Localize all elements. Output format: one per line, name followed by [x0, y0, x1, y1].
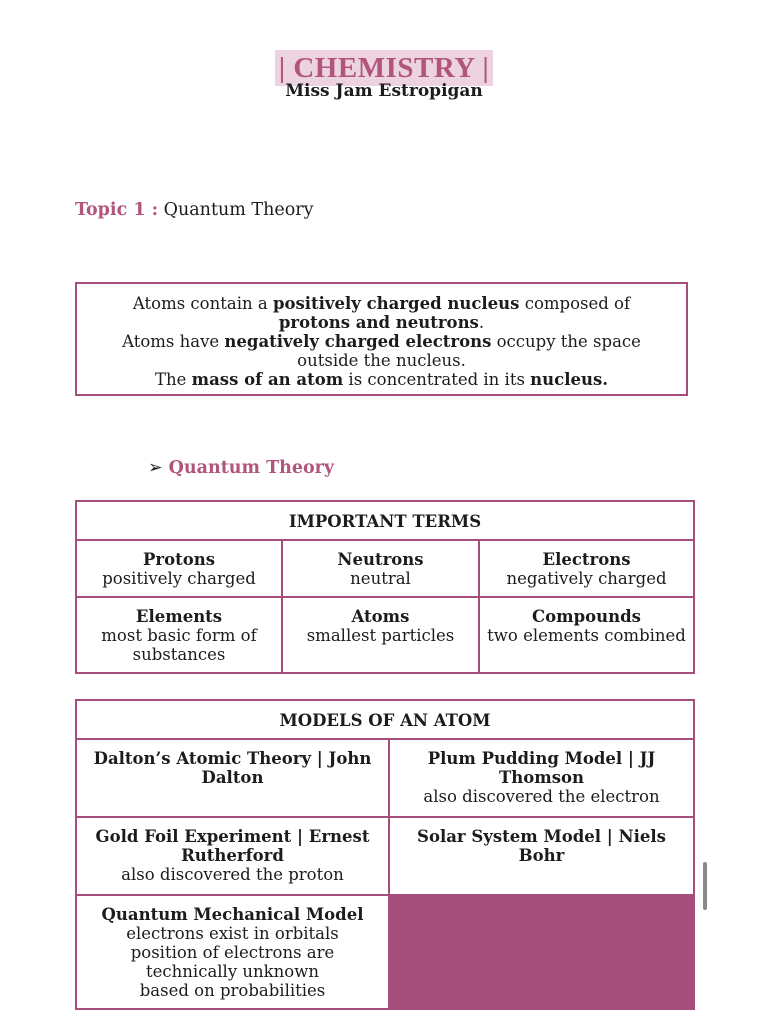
model-desc: based on probabilities	[139, 981, 326, 1000]
model-desc: also discovered the proton	[121, 865, 344, 884]
summary-line: The mass of an atom is concentrated in its nucleus.	[154, 370, 609, 389]
summary-box	[75, 282, 688, 396]
model-cell	[76, 739, 389, 817]
term-name: Protons	[142, 550, 216, 569]
arrow-bullet-icon: ➢	[148, 458, 163, 478]
term-cell	[76, 540, 282, 597]
term-name: Atoms	[351, 607, 410, 626]
author-name: Miss Jam Estropigan	[285, 81, 483, 101]
term-cell	[479, 540, 694, 597]
summary-line: Atoms have negatively charged electrons occupy the space	[122, 332, 641, 351]
term-desc: two elements combined	[487, 626, 686, 645]
term-cell	[282, 597, 479, 673]
term-name: Compounds	[532, 607, 641, 626]
document-header	[0, 50, 768, 100]
model-desc: electrons exist in orbitals	[126, 924, 339, 943]
term-desc: neutral	[350, 569, 411, 588]
important-terms-table	[75, 500, 695, 674]
models-of-atom-table	[75, 699, 695, 1010]
summary-line: protons and neutrons.	[278, 313, 485, 332]
model-title: Plum Pudding Model | JJ Thomson	[427, 749, 656, 787]
term-desc: most basic form of substances	[101, 626, 257, 664]
model-title: Gold Foil Experiment | Ernest Rutherford	[95, 827, 370, 865]
topic-name: Quantum Theory	[158, 200, 314, 220]
model-desc: position of electrons are technically unknown	[130, 943, 335, 981]
term-name: Neutrons	[337, 550, 424, 569]
topic-line	[75, 200, 314, 220]
section-label: Quantum Theory	[168, 458, 335, 478]
model-cell	[76, 895, 389, 1009]
term-name: Electrons	[542, 550, 631, 569]
model-title: Solar System Model | Niels Bohr	[417, 827, 666, 865]
summary-line: outside the nucleus.	[297, 351, 466, 370]
term-cell	[76, 597, 282, 673]
model-cell	[389, 817, 694, 895]
section-heading	[148, 458, 334, 478]
document-title: | CHEMISTRY |	[275, 50, 494, 86]
table-heading: IMPORTANT TERMS	[76, 501, 694, 540]
term-desc: smallest particles	[306, 626, 455, 645]
term-cell	[282, 540, 479, 597]
term-name: Elements	[135, 607, 223, 626]
term-desc: negatively charged	[506, 569, 667, 588]
table-heading: MODELS OF AN ATOM	[76, 700, 694, 739]
term-desc: positively charged	[102, 569, 256, 588]
topic-label: Topic 1 :	[75, 200, 159, 220]
model-cell	[76, 817, 389, 895]
filled-cell	[389, 895, 694, 1009]
scrollbar-thumb[interactable]	[703, 862, 707, 910]
model-cell	[389, 739, 694, 817]
model-desc: also discovered the electron	[423, 787, 660, 806]
term-cell	[479, 597, 694, 673]
summary-line: Atoms contain a positively charged nucleus composed of	[132, 294, 631, 313]
model-title: Quantum Mechanical Model	[101, 905, 364, 924]
model-title: Dalton’s Atomic Theory | John Dalton	[93, 749, 372, 787]
